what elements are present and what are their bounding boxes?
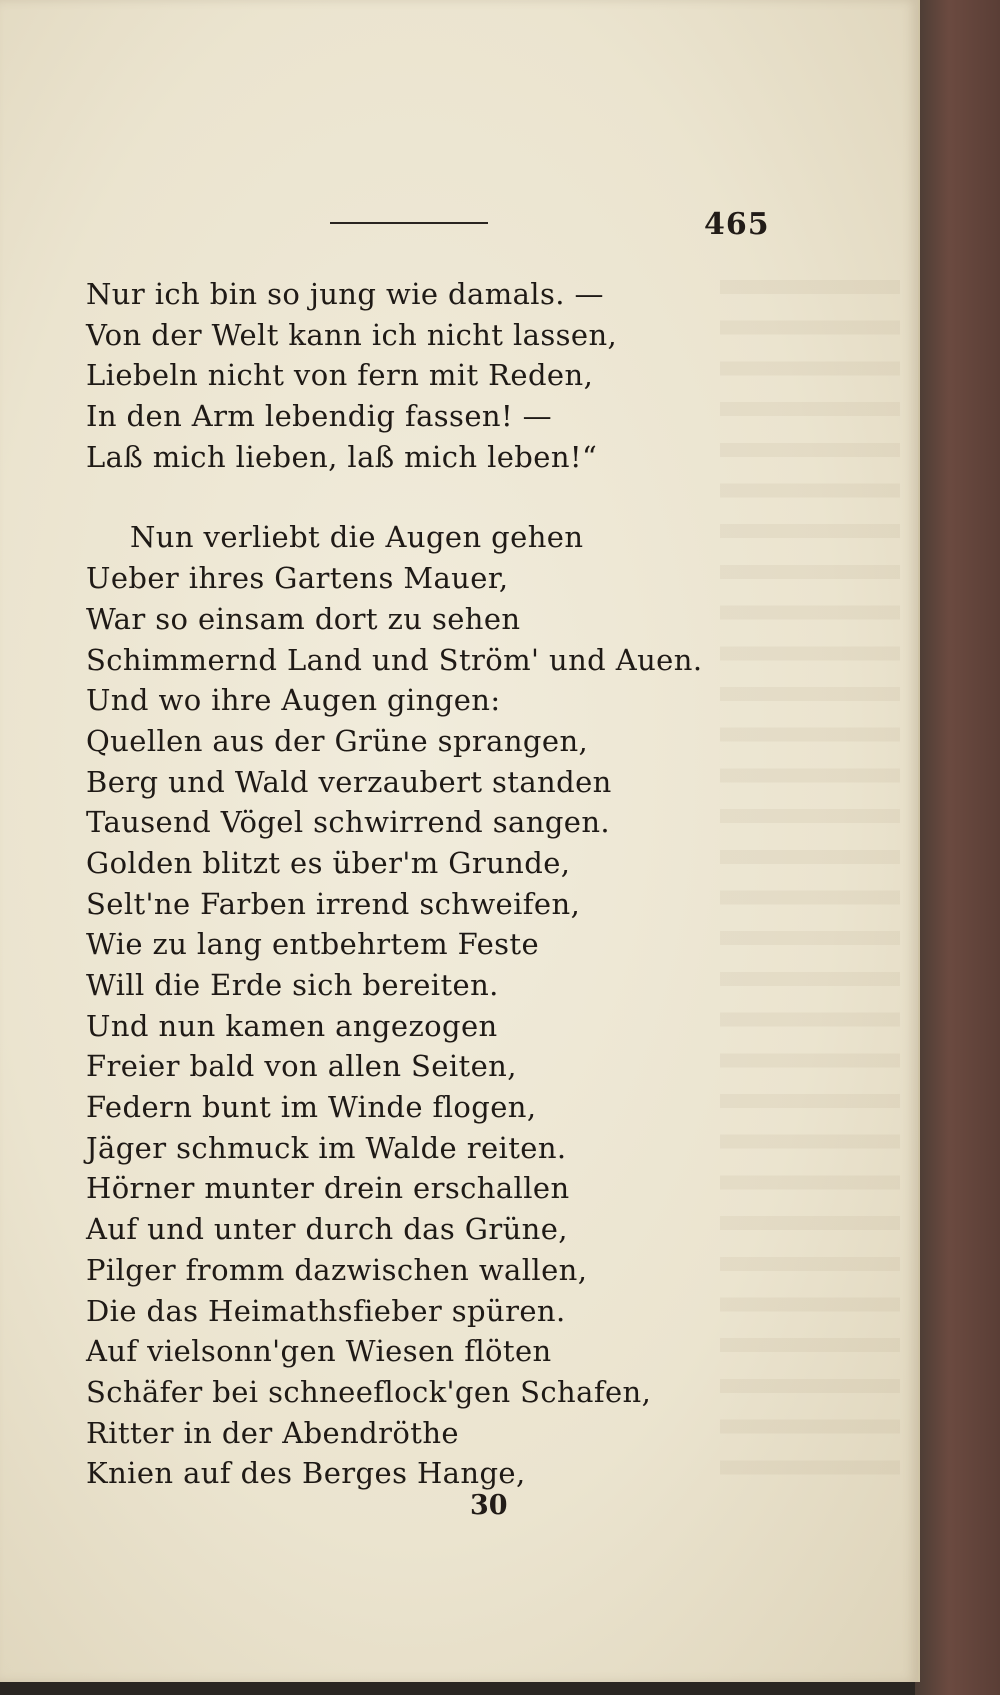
verse-line: Will die Erde sich bereiten. bbox=[86, 968, 499, 1002]
verse-line: Federn bunt im Winde flogen, bbox=[86, 1090, 537, 1125]
verse-line: Und wo ihre Augen gingen: bbox=[86, 683, 501, 718]
verse-line: Schimmernd Land und Ström' und Auen. bbox=[86, 642, 703, 677]
verse-line: Laß mich lieben, laß mich leben!“ bbox=[86, 439, 598, 474]
verse-line: In den Arm lebendig fassen! — bbox=[86, 399, 553, 434]
header-rule bbox=[330, 222, 488, 224]
poem-text bbox=[86, 274, 806, 1494]
signature-mark: 30 bbox=[470, 1490, 508, 1521]
verse-line: Von der Welt kann ich nicht lassen, bbox=[86, 317, 618, 352]
verse-line: Wie zu lang entbehrtem Feste bbox=[86, 927, 540, 962]
verse-line: Berg und Wald verzaubert standen bbox=[86, 764, 612, 799]
verse-line: Freier bald von allen Seiten, bbox=[86, 1049, 517, 1084]
verse-line: Auf und unter durch das Grüne, bbox=[86, 1212, 568, 1247]
verse-line: Selt'ne Farben irrend schweifen, bbox=[86, 886, 581, 921]
page-number: 465 bbox=[704, 207, 770, 242]
verse-line: Quellen aus der Grüne sprangen, bbox=[86, 723, 589, 758]
verse-line: Nur ich bin so jung wie damals. — bbox=[86, 277, 604, 311]
book-cover-edge bbox=[915, 0, 1000, 1695]
verse-line: Hörner munter drein erschallen bbox=[86, 1171, 570, 1206]
verse-line: Schäfer bei schneeflock'gen Schafen, bbox=[86, 1374, 652, 1409]
verse-line: Tausend Vögel schwirrend sangen. bbox=[86, 805, 611, 840]
verse-line: Liebeln nicht von fern mit Reden, bbox=[86, 358, 594, 393]
verse-line: Ritter in der Abendröthe bbox=[86, 1415, 459, 1450]
verse-line: Ueber ihres Gartens Mauer, bbox=[86, 561, 509, 596]
verse-line: Jäger schmuck im Walde reiten. bbox=[86, 1130, 567, 1165]
stanza-gap bbox=[86, 477, 806, 517]
verse-line: Die das Heimathsfieber spüren. bbox=[86, 1293, 566, 1328]
verse-line: Und nun kamen angezogen bbox=[86, 1008, 498, 1043]
verse-line: War so einsam dort zu sehen bbox=[86, 601, 521, 636]
verse-line: Golden blitzt es über'm Grunde, bbox=[86, 845, 571, 880]
verse-line: Pilger fromm dazwischen wallen, bbox=[86, 1252, 588, 1287]
verse-line: Nun verliebt die Augen gehen bbox=[130, 520, 584, 555]
verse-line: Knien auf des Berges Hange, bbox=[86, 1456, 526, 1491]
verse-line: Auf vielsonn'gen Wiesen flöten bbox=[86, 1334, 552, 1369]
